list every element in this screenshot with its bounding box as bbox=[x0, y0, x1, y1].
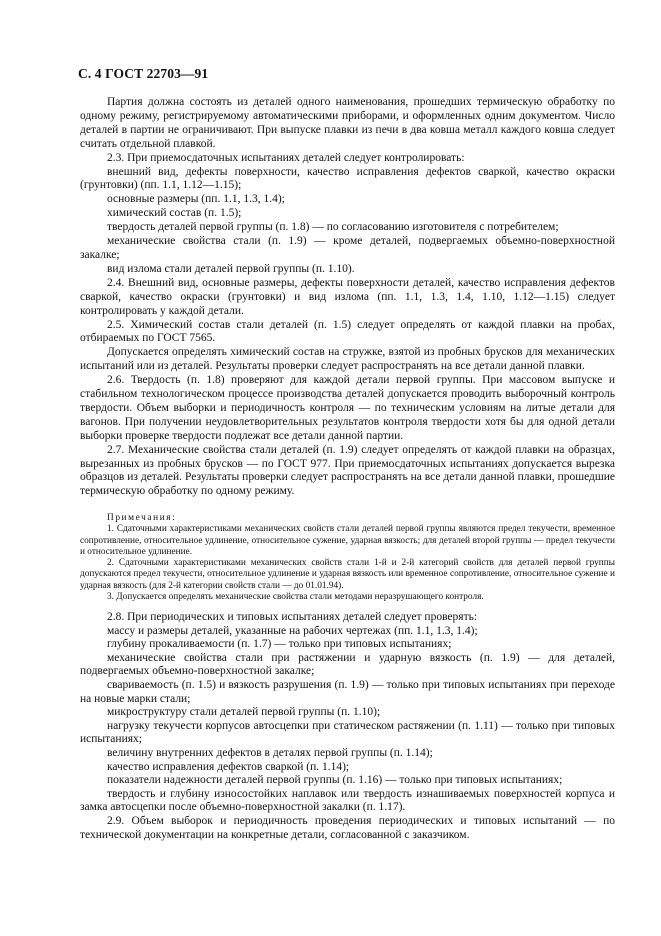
list-item: основные размеры (пп. 1.1, 1.3, 1.4); bbox=[107, 193, 285, 206]
note-item-1: 1. Сдаточными характеристиками механических свойств стали деталей первой группы являются предел текучести, временное сопротивление, относительное удлинение, относительное сужение, ударная вязкость; для деталей второй группы — предел текучести и относительное удлинение. bbox=[80, 524, 615, 557]
list-item: свариваемость (п. 1.5) и вязкость разрушения (п. 1.9) — только при типовых испытаниях при переходе на новые марки стали; bbox=[80, 678, 615, 705]
list-item: массу и размеры деталей, указанные на рабочих чертежах (пп. 1.1, 1.3, 1.4); bbox=[107, 624, 478, 637]
notes-block bbox=[80, 513, 615, 603]
list-item: вид излома стали деталей первой группы (п. 1.10). bbox=[107, 262, 355, 275]
list-item: механические свойства стали (п. 1.9) — кроме деталей, подвергаемых объемно-поверхностной закалке; bbox=[80, 235, 615, 261]
list-item: величину внутренних дефектов в деталях первой группы (п. 1.14); bbox=[107, 746, 433, 759]
paragraph-2-8: 2.8. При периодических и типовых испытаниях деталей следует проверять: bbox=[107, 611, 478, 623]
paragraph-2-3: 2.3. При приемосдаточных испытаниях деталей следует контролировать: bbox=[107, 151, 465, 164]
list-item: показатели надежности деталей первой группы (п. 1.16) — только при типовых испытаниях; bbox=[107, 774, 563, 787]
list-item: механические свойства стали при растяжении и ударную вязкость (п. 1.9) — для деталей, подвергаемых объемно-поверхностной закалке; bbox=[80, 651, 615, 678]
paragraph-chem: Допускается определять химический состав на стружке, взятой из пробных брусков для механических испытаний или из деталей. Результаты проверки следует распространять на все детали данной плавки. bbox=[80, 346, 615, 373]
page-header: С. 4 ГОСТ 22703—91 bbox=[78, 66, 209, 81]
paragraph-2-7: 2.7. Механические свойства стали деталей (п. 1.9) следует определять от каждой плавки на образцах, вырезанных из пробных брусков — по ГОСТ 977. При приемосдаточных испытаниях допускается вырезка образцов из деталей. Результаты проверки следует распространять на все детали данной плавки, прошедшие термическую обработку по одному режиму. bbox=[80, 443, 615, 498]
list-item: твердость деталей первой группы (п. 1.8) — по согласованию изготовителя с потребителем; bbox=[107, 221, 559, 234]
list-item: твердость и глубину износостойких наплавок или твердость изнашиваемых поверхностей корпуса и замка автосцепки после объемно-поверхностной закалки (п. 1.17). bbox=[80, 787, 615, 814]
list-item: микроструктуру стали деталей первой группы (п. 1.10); bbox=[107, 706, 381, 719]
paragraph-2-6: 2.6. Твердость (п. 1.8) проверяют для каждой детали первой группы. При массовом выпуске и стабильном технологическом процессе производства деталей допускается проводить выборочный контроль твердости. Объем выборки и периодичность контроля — по техническим условиям на литые детали для вагонов. При получении неудовлетворительных результатов контроля твердости хотя бы для одной детали выборки проверке твердости подлежат все детали данной партии. bbox=[80, 374, 615, 442]
paragraph-2-4: 2.4. Внешний вид, основные размеры, дефекты поверхности деталей, качество исправления дефектов сваркой, качество окраски (грунтовки) и вид излома (пп. 1.1, 1.3, 1.4, 1.10, 1.12—1.15) следует контролировать у каждой детали. bbox=[80, 276, 615, 317]
paragraph-2-5: 2.5. Химический состав стали деталей (п. 1.5) следует определять от каждой плавки на пробах, отбираемых по ГОСТ 7565. bbox=[80, 318, 615, 345]
notes-title: Примечания: bbox=[107, 513, 177, 523]
body-section-a bbox=[80, 96, 615, 499]
paragraph-2-9: 2.9. Объем выборок и периодичность проведения периодических и типовых испытаний — по технической документации на конкретные детали, согласованной с заказчиком. bbox=[80, 814, 615, 841]
list-item: глубину прокаливаемости (п. 1.7) — только при типовых испытаниях; bbox=[107, 638, 452, 651]
list-item: химический состав (п. 1.5); bbox=[107, 207, 242, 220]
note-item-3: 3. Допускается определять механические свойства стали методами неразрушающего контроля. bbox=[107, 592, 484, 603]
body-section-b bbox=[80, 611, 615, 842]
note-item-2: 2. Сдаточными характеристиками механических свойств стали 1-й и 2-й категорий свойств для деталей первой группы допускаются предел текучести, относительное удлинение и ударная вязкость или временное сопротивление, относительное сужение и ударная вязкость (для 2-й категории свойств стали — до 01.01.94). bbox=[80, 558, 615, 591]
paragraph-party: Партия должна состоять из деталей одного наименования, прошедших термическую обработку по одному режиму, регистрируемому автоматическими приборами, и оформленных одним документом. Число деталей в партии не ограничивают. При выпуске плавки из печи в два ковша металл каждого ковша следует считать отдельной плавкой. bbox=[80, 96, 615, 150]
list-item: качество исправления дефектов сваркой (п. 1.14); bbox=[107, 760, 350, 773]
list-item: внешний вид, дефекты поверхности, качество исправления дефектов сваркой, качество окраски (грунтовки) (пп. 1.1, 1.12—1.15); bbox=[80, 165, 615, 192]
list-item: нагрузку текучести корпусов автосцепки при статическом растяжении (п. 1.11) — только при типовых испытаниях; bbox=[80, 719, 615, 746]
